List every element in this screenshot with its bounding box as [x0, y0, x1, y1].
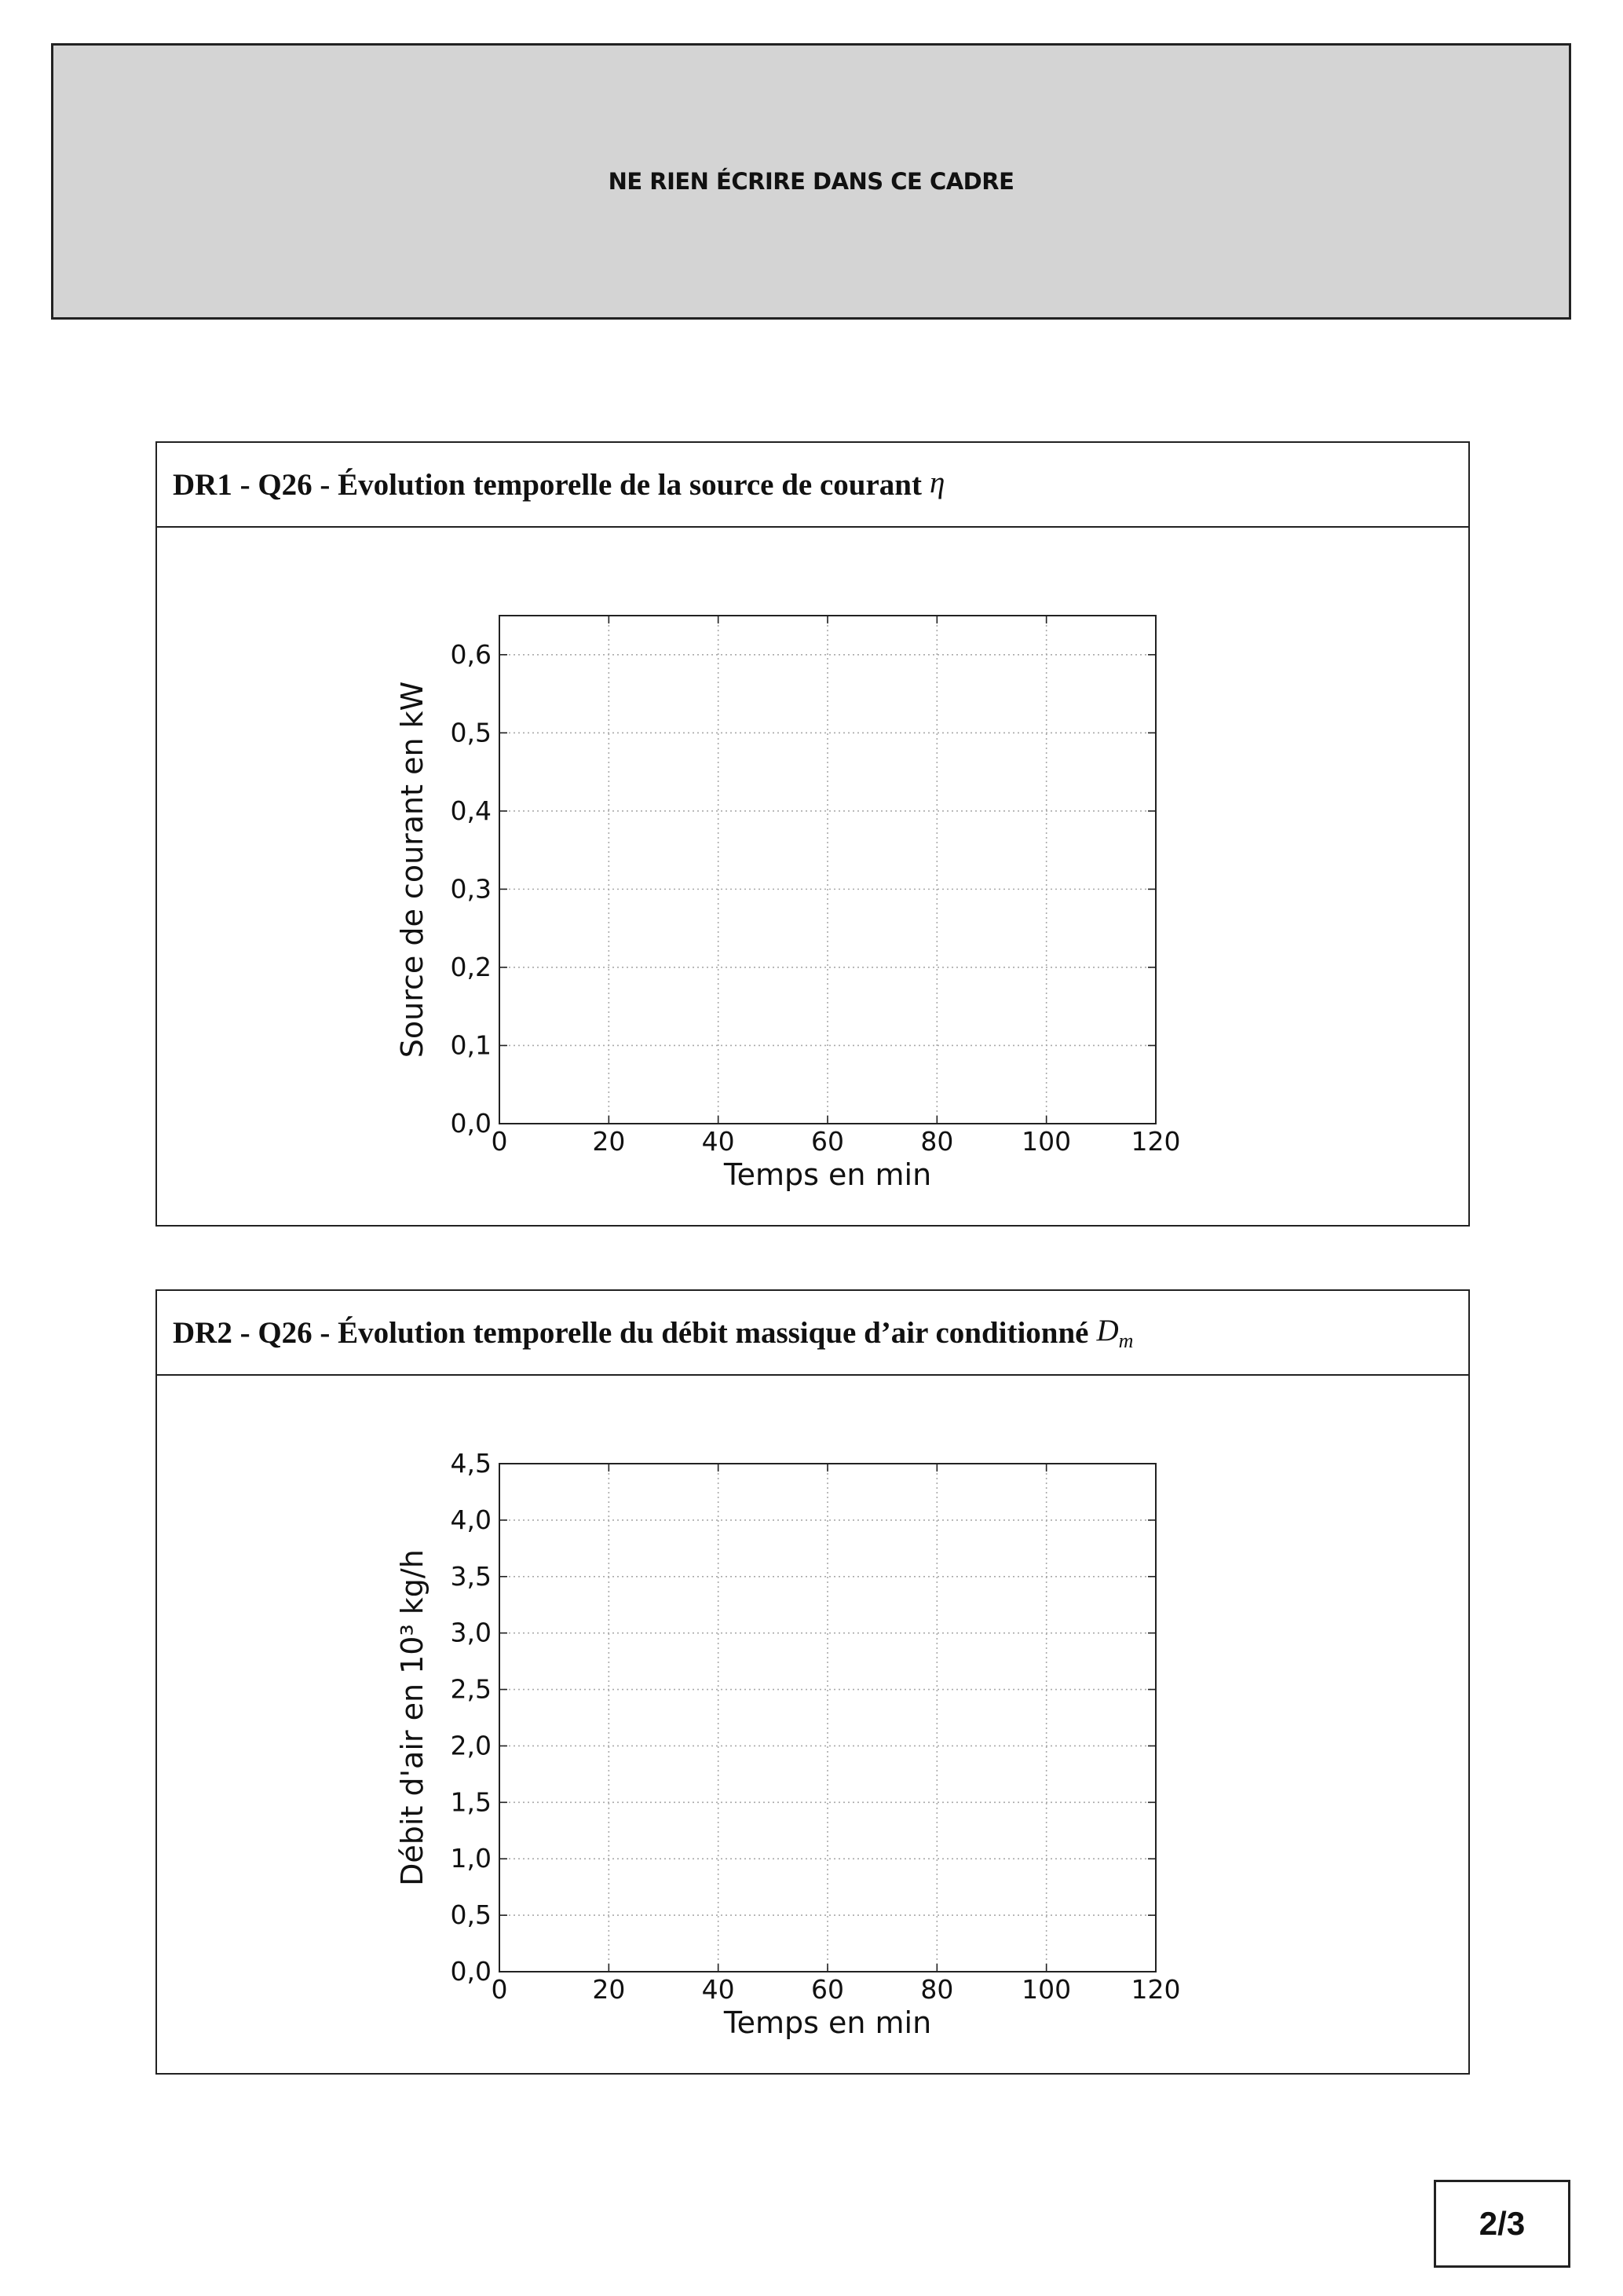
x-tick-label: 120 [1131, 1126, 1181, 1157]
chart-source-courant [157, 528, 1468, 1224]
panel-dr2-symbol: $D_m$ [1096, 1313, 1134, 1352]
page-number-text: 2/3 [1479, 2205, 1526, 2242]
x-axis-label: Temps en min [723, 2005, 932, 2040]
y-tick-label: 0,0 [450, 1108, 492, 1139]
y-tick-label: 0,4 [450, 795, 492, 826]
panel-dr2-title [157, 1291, 1468, 1376]
y-tick-label: 0,3 [450, 873, 492, 905]
y-tick-label: 0,2 [450, 951, 492, 982]
x-tick-label: 100 [1022, 1974, 1072, 2005]
y-tick-label: 3,5 [450, 1560, 492, 1592]
chart-debit-air [157, 1376, 1468, 2072]
x-tick-label: 80 [920, 1126, 954, 1157]
y-tick-label: 1,5 [450, 1786, 492, 1818]
x-tick-label: 60 [811, 1974, 844, 2005]
y-tick-label: 0,5 [450, 1899, 492, 1931]
x-tick-label: 40 [701, 1974, 735, 2005]
y-tick-label: 2,0 [450, 1730, 492, 1761]
panel-dr1 [155, 441, 1470, 1227]
x-axis-label: Temps en min [723, 1157, 932, 1192]
do-not-write-text: NE RIEN ÉCRIRE DANS CE CADRE [608, 168, 1014, 195]
panel-dr1-title [157, 443, 1468, 528]
x-tick-label: 20 [592, 1126, 626, 1157]
x-tick-label: 60 [811, 1126, 844, 1157]
y-tick-label: 0,6 [450, 638, 492, 670]
x-tick-label: 0 [491, 1126, 508, 1157]
do-not-write-box [51, 43, 1571, 320]
y-axis-label: Source de courant en kW [395, 681, 430, 1058]
y-tick-label: 0,0 [450, 1956, 492, 1987]
panel-dr1-symbol: η [929, 465, 945, 499]
x-tick-label: 100 [1022, 1126, 1072, 1157]
y-tick-label: 0,5 [450, 717, 492, 748]
panel-dr2-title-text: DR2 - Q26 - Évolution temporelle du débit massique d’air conditionné [173, 1315, 1089, 1350]
y-tick-label: 3,0 [450, 1617, 492, 1648]
x-tick-label: 20 [592, 1974, 626, 2005]
page-number [1434, 2180, 1570, 2268]
y-tick-label: 4,5 [450, 1448, 492, 1479]
y-tick-label: 0,1 [450, 1029, 492, 1061]
x-tick-label: 80 [920, 1974, 954, 2005]
x-tick-label: 0 [491, 1974, 508, 2005]
y-axis-label: Débit d'air en 10³ kg/h [395, 1549, 430, 1886]
panel-dr2 [155, 1289, 1470, 2075]
panel-dr1-title-text: DR1 - Q26 - Évolution temporelle de la source de courant [173, 467, 922, 502]
y-tick-label: 4,0 [450, 1504, 492, 1535]
x-tick-label: 120 [1131, 1974, 1181, 2005]
y-tick-label: 2,5 [450, 1673, 492, 1705]
y-tick-label: 1,0 [450, 1843, 492, 1874]
x-tick-label: 40 [701, 1126, 735, 1157]
